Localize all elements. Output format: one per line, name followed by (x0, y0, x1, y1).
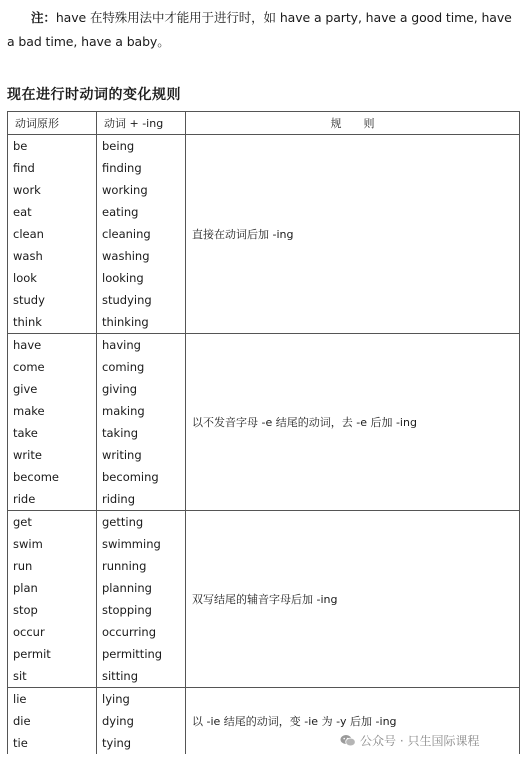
base-form-cell: get (8, 511, 97, 534)
base-form-cell: think (8, 311, 97, 334)
rules-table (7, 111, 520, 754)
base-form-cell: come (8, 356, 97, 378)
ing-form-cell: having (97, 334, 186, 357)
base-form-cell: find (8, 157, 97, 179)
table-row (8, 688, 520, 711)
ing-form-cell: giving (97, 378, 186, 400)
base-form-cell: look (8, 267, 97, 289)
ing-form-cell: stopping (97, 599, 186, 621)
ing-form-cell: getting (97, 511, 186, 534)
ing-form-cell: tying (97, 732, 186, 754)
note-paragraph (7, 6, 519, 54)
table-row (8, 135, 520, 158)
ing-form-cell: lying (97, 688, 186, 711)
base-form-cell: take (8, 422, 97, 444)
header-base-form: 动词原形 (8, 112, 97, 135)
wechat-icon (340, 734, 356, 747)
ing-form-cell: studying (97, 289, 186, 311)
table-header-row (8, 112, 520, 135)
base-form-cell: study (8, 289, 97, 311)
ing-form-cell: eating (97, 201, 186, 223)
base-form-cell: wash (8, 245, 97, 267)
ing-form-cell: permitting (97, 643, 186, 665)
rules-table-body (8, 135, 520, 755)
base-form-cell: work (8, 179, 97, 201)
ing-form-cell: running (97, 555, 186, 577)
base-form-cell: sit (8, 665, 97, 688)
base-form-cell: tie (8, 732, 97, 754)
rule-cell: 直接在动词后加 -ing (186, 135, 520, 334)
ing-form-cell: coming (97, 356, 186, 378)
base-form-cell: write (8, 444, 97, 466)
watermark (340, 732, 479, 749)
base-form-cell: give (8, 378, 97, 400)
rule-cell: 以 -ie 结尾的动词，变 -ie 为 -y 后加 -ing (186, 688, 520, 755)
ing-form-cell: swimming (97, 533, 186, 555)
base-form-cell: run (8, 555, 97, 577)
base-form-cell: stop (8, 599, 97, 621)
ing-form-cell: riding (97, 488, 186, 511)
table-row (8, 511, 520, 534)
table-row (8, 334, 520, 357)
base-form-cell: occur (8, 621, 97, 643)
base-form-cell: become (8, 466, 97, 488)
base-form-cell: plan (8, 577, 97, 599)
ing-form-cell: washing (97, 245, 186, 267)
base-form-cell: lie (8, 688, 97, 711)
ing-form-cell: making (97, 400, 186, 422)
rule-cell: 双写结尾的辅音字母后加 -ing (186, 511, 520, 688)
header-rule: 规 则 (186, 112, 520, 135)
base-form-cell: eat (8, 201, 97, 223)
base-form-cell: ride (8, 488, 97, 511)
base-form-cell: make (8, 400, 97, 422)
ing-form-cell: being (97, 135, 186, 158)
base-form-cell: clean (8, 223, 97, 245)
ing-form-cell: finding (97, 157, 186, 179)
base-form-cell: have (8, 334, 97, 357)
header-ing-form: 动词 + -ing (97, 112, 186, 135)
ing-form-cell: dying (97, 710, 186, 732)
ing-form-cell: thinking (97, 311, 186, 334)
note-label: 注： (31, 10, 56, 25)
ing-form-cell: sitting (97, 665, 186, 688)
ing-form-cell: taking (97, 422, 186, 444)
ing-form-cell: looking (97, 267, 186, 289)
base-form-cell: swim (8, 533, 97, 555)
base-form-cell: be (8, 135, 97, 158)
ing-form-cell: working (97, 179, 186, 201)
ing-form-cell: becoming (97, 466, 186, 488)
ing-form-cell: planning (97, 577, 186, 599)
section-title: 现在进行时动词的变化规则 (7, 87, 181, 103)
ing-form-cell: occurring (97, 621, 186, 643)
rule-cell: 以不发音字母 -e 结尾的动词，去 -e 后加 -ing (186, 334, 520, 511)
base-form-cell: permit (8, 643, 97, 665)
ing-form-cell: cleaning (97, 223, 186, 245)
ing-form-cell: writing (97, 444, 186, 466)
base-form-cell: die (8, 710, 97, 732)
note-text: have 在特殊用法中才能用于进行时，如 have a party, have a good time, have a bad time, have a baby。 (7, 10, 512, 49)
watermark-text: 公众号 · 只生国际课程 (360, 734, 480, 748)
